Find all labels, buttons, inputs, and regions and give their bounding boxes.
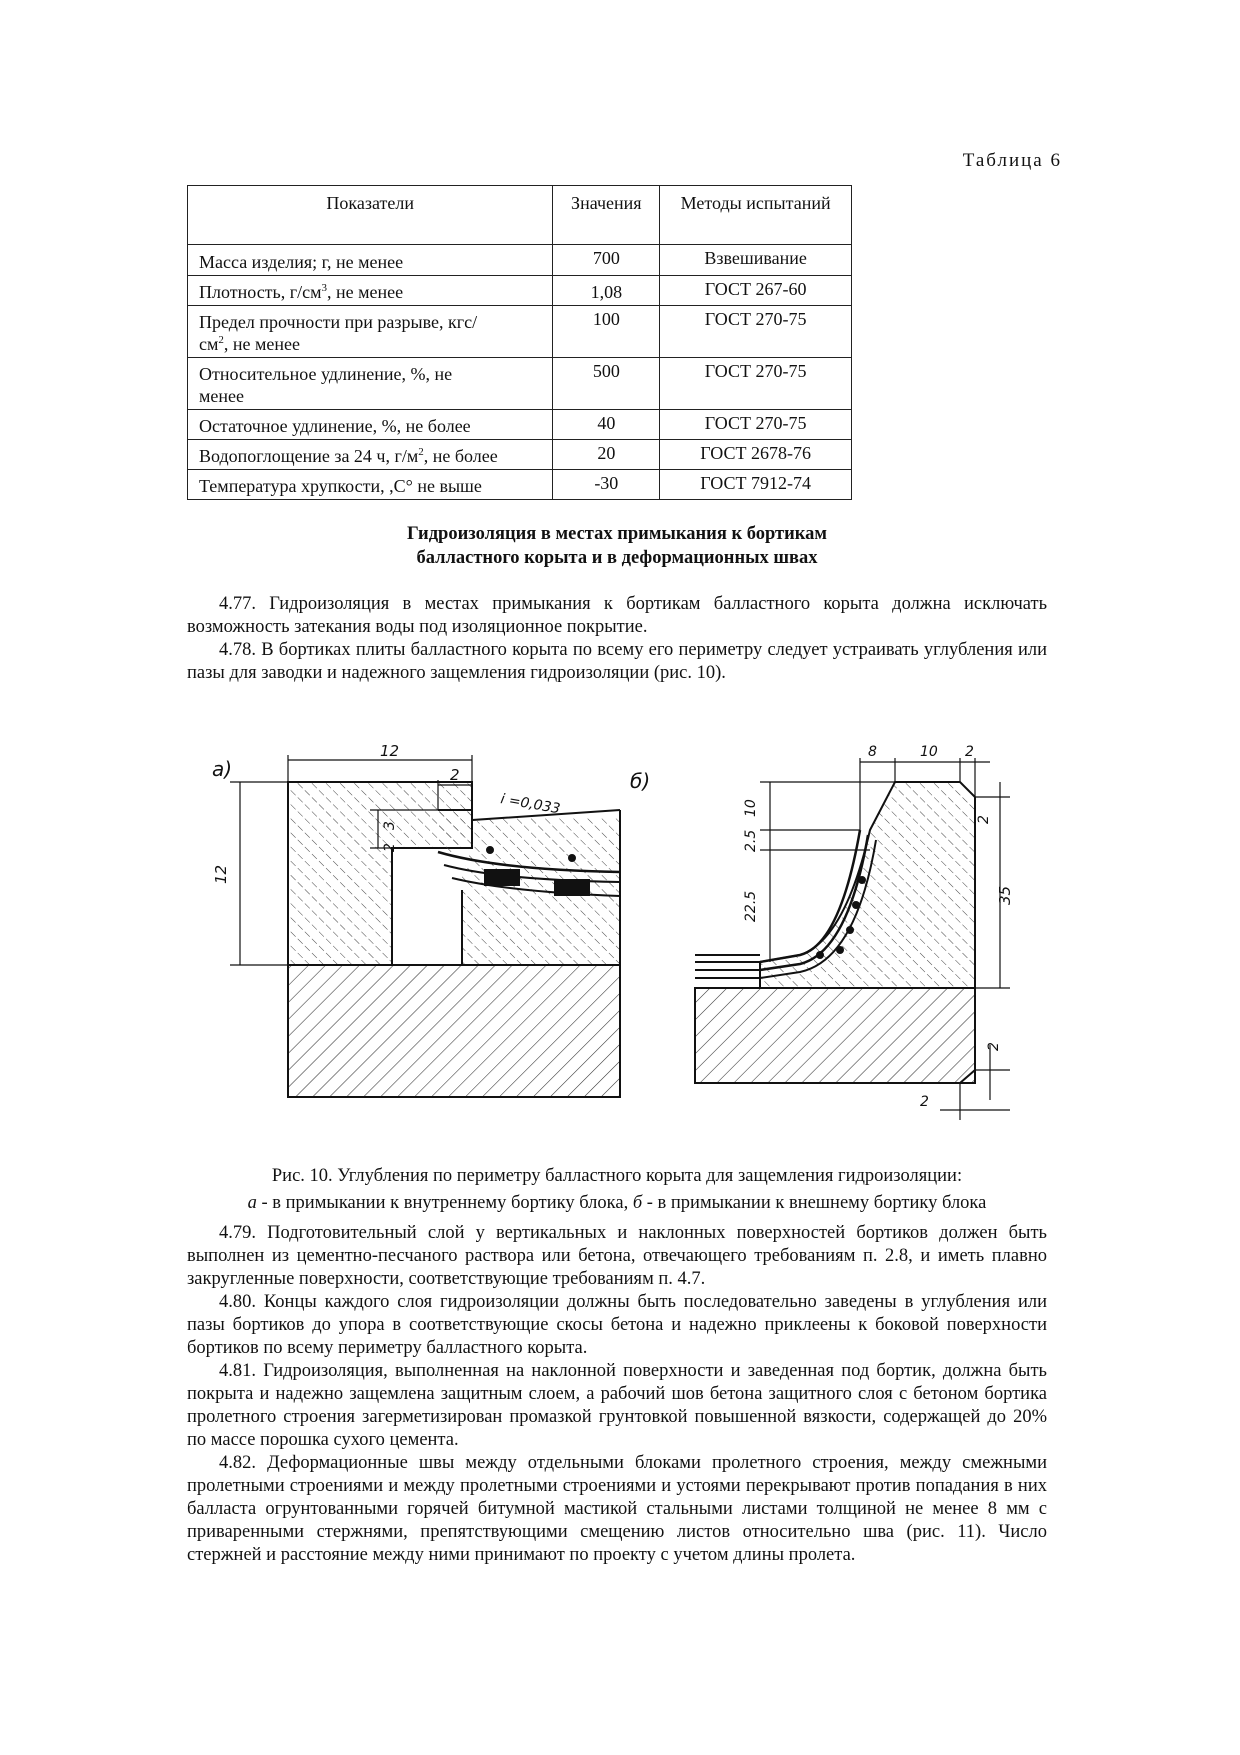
row-value: 40 <box>553 410 660 440</box>
table-row <box>188 440 852 470</box>
dim-a-step-3: 3 <box>382 821 398 830</box>
row-name: Относительное удлинение, %, не менее <box>188 358 553 410</box>
figure-label-a: а) <box>212 757 233 781</box>
table-row <box>188 410 852 440</box>
drawing-a <box>230 755 620 1097</box>
dim-a-top-small: 2 <box>450 766 460 784</box>
dim-b-v-225: 22.5 <box>743 890 759 922</box>
figure-label-b: б) <box>630 769 651 793</box>
spec-table <box>187 185 852 500</box>
table-header-row <box>188 186 852 245</box>
dim-b-v-10: 10 <box>743 799 759 817</box>
paragraph-4-80: 4.80. Концы каждого слоя гидроизоляции должны быть последовательно заведены в углубления или пазы бортиков до упора в соответствующие скосы бетона и надежно приклеены к боковой поверхности бортиков по всему периметру балластного корыта. <box>187 1292 1047 1358</box>
paragraph-4-79: 4.79. Подготовительный слой у вертикальных и наклонных поверхностей бортиков должен быть выполнен из цементно-песчаного раствора или бетона, отвечающего требованиям п. 2.8, и иметь плавно закругленные поверхности, соответствующие требованиям п. 4.7. <box>187 1223 1047 1289</box>
table-row <box>188 276 852 306</box>
figure-caption <box>187 1163 1047 1217</box>
row-method: ГОСТ 270-75 <box>660 358 852 410</box>
paragraph-4-77: 4.77. Гидроизоляция в местах примыкания к бортикам балластного корыта должна исключать возможность затекания воды под изоляционное покрытие. <box>187 594 1047 637</box>
dim-b-right-2: 2 <box>976 815 992 824</box>
dim-a-slope: i =0,033 <box>499 791 562 818</box>
row-value: 1,08 <box>553 276 660 306</box>
table-row <box>188 470 852 500</box>
row-method: ГОСТ 7912-74 <box>660 470 852 500</box>
row-value: 20 <box>553 440 660 470</box>
dim-a-left: 12 <box>212 864 230 884</box>
paragraph-4-81: 4.81. Гидроизоляция, выполненная на наклонной поверхности и заведенная под бортик, должна быть покрыта и надежно защемлена защитным слоем, а рабочий шов бетона защитного слоя с бетоном бортика пролетного строения загерметизирован промазкой грунтовкой повышенной вязкости, содержащей до 20% по массе порошка сухого цемента. <box>187 1361 1047 1450</box>
dim-b-right-35: 35 <box>996 885 1014 905</box>
figure-10 <box>200 700 1060 1160</box>
row-name: Предел прочности при разрыве, кгс/$см^2$, не менее <box>188 306 553 358</box>
row-method: ГОСТ 270-75 <box>660 306 852 358</box>
header-methods: Методы испытаний <box>660 186 852 245</box>
row-method: ГОСТ 2678-76 <box>660 440 852 470</box>
caption-line2: а - в примыкании к внутреннему бортику блока, б - в примыкании к внешнему бортику блока <box>247 1193 987 1213</box>
row-name: Температура хрупкости, ,С° не выше <box>188 470 553 500</box>
table-label: Таблица 6 <box>962 150 1062 171</box>
dim-b-v-25: 2.5 <box>743 829 759 852</box>
header-indicators: Показатели <box>188 186 553 245</box>
row-value: 500 <box>553 358 660 410</box>
row-method: ГОСТ 267-60 <box>660 276 852 306</box>
table-row <box>188 358 852 410</box>
section-heading-line1: Гидроизоляция в местах примыкания к бортикам <box>406 524 828 544</box>
table-row <box>188 245 852 276</box>
row-value: -30 <box>553 470 660 500</box>
table-row <box>188 306 852 358</box>
dim-b-top-10: 10 <box>920 744 938 760</box>
dim-a-step-2: 2 <box>382 843 398 852</box>
row-name: Плотность, $г/см^3$, не менее <box>188 276 553 306</box>
header-values: Значения <box>553 186 660 245</box>
row-value: 100 <box>553 306 660 358</box>
row-value: 700 <box>553 245 660 276</box>
row-name: Масса изделия; г, не менее <box>188 245 553 276</box>
dim-a-top: 12 <box>380 742 400 760</box>
row-name: Водопоглощение за 24 ч, $г/м^2$, не более <box>188 440 553 470</box>
section-heading <box>187 522 1047 570</box>
dim-b-top-8: 8 <box>868 744 877 760</box>
dim-b-bottom-right-2: 2 <box>986 1042 1002 1051</box>
paragraph-4-82: 4.82. Деформационные швы между отдельными блоками пролетного строения, между смежными пролетными строениями и между пролетными строениями и устоями перекрывают против попадания в них балласта огрунтованными горячей битумной мастикой стальными листами толщиной не менее 8 мм с приваренными стержнями, препятствующими смещению листов относительно шва (рис. 11). Число стержней и расстояние между ними принимают по проекту с учетом длины пролета. <box>187 1453 1047 1565</box>
caption-line1: Рис. 10. Углубления по периметру балластного корыта для защемления гидроизоляции: <box>271 1166 963 1186</box>
row-method: ГОСТ 270-75 <box>660 410 852 440</box>
row-method: Взвешивание <box>660 245 852 276</box>
dim-b-bottom-2: 2 <box>920 1094 929 1110</box>
dim-b-top-2: 2 <box>965 744 974 760</box>
paragraph-4-78: 4.78. В бортиках плиты балластного корыта по всему его периметру следует устраивать углубления или пазы для заводки и надежного защемления гидроизоляции (рис. 10). <box>187 640 1047 683</box>
section-heading-line2: балластного корыта и в деформационных швах <box>416 548 818 568</box>
row-name: Остаточное удлинение, %, не более <box>188 410 553 440</box>
